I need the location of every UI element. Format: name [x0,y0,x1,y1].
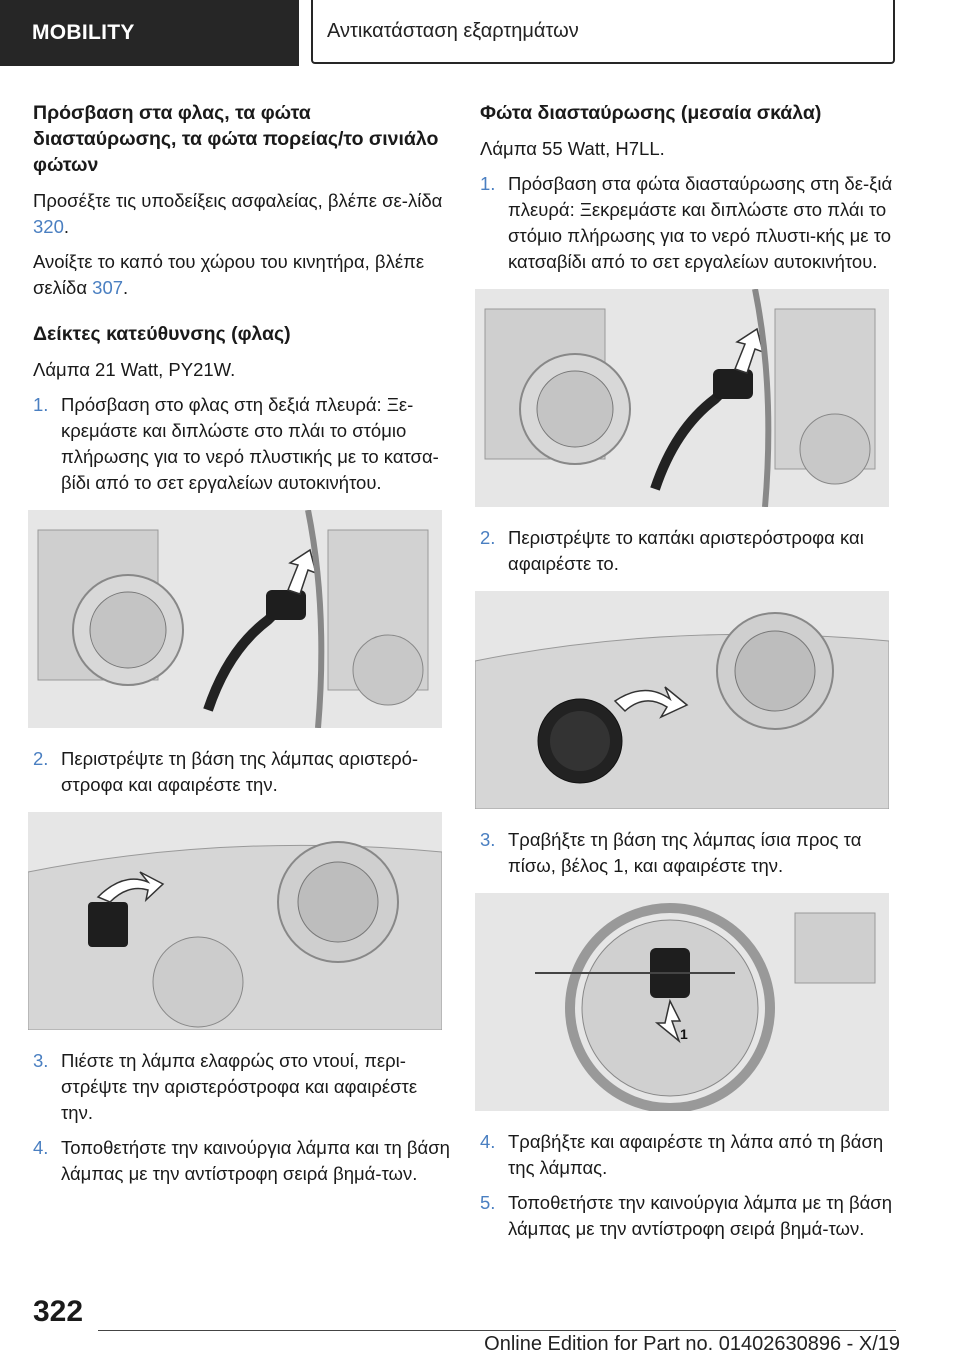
page-number: 322 [33,1295,84,1328]
arrow-callout-number: 1 [680,1026,688,1042]
step-number: 4. [480,1131,496,1152]
step-text: Τοποθετήστε την καινούργια λάμπα με τη βάση λάμπας με την αντίστροφη σειρά βημά-των. [508,1192,893,1239]
right-step-1 [480,171,898,275]
left-step-4 [33,1135,451,1187]
step-number: 1. [480,173,496,194]
chapter-tab: Αντικατάσταση εξαρτημάτων [311,0,895,64]
engine-bay-illustration-2 [475,289,889,507]
step-number: 1. [33,394,49,415]
step-number: 5. [480,1192,496,1213]
turn-signal-lamp: Λάμπα 21 Watt, PY21W. [33,359,236,380]
left-step-1 [33,392,451,496]
headlight-rear-illustration-1 [28,812,442,1030]
right-step-2 [480,525,898,577]
safety-text: Προσέξτε τις υποδείξεις ασφαλείας, βλέπε σε-λίδα [33,190,443,211]
safety-paragraph: Προσέξτε τις υποδείξεις ασφαλείας, βλέπε σε-λίδα 320. [33,190,443,237]
step-text: Τραβήξτε και αφαιρέστε τη λάπα από τη βάση της λάμπας. [508,1131,884,1178]
headlight-socket-illustration [475,893,889,1111]
low-beam-lamp: Λάμπα 55 Watt, H7LL. [480,138,665,159]
section-tab: MOBILITY [0,0,299,66]
hood-text: Ανοίξτε το καπό του χώρου του κινητήρα, βλέπε σελίδα [33,251,425,298]
step-text: Τραβήξτε τη βάση της λάμπας ίσια προς τα πίσω, βέλος 1, και αφαιρέστε την. [508,829,862,876]
step-number: 3. [480,829,496,850]
headlight-cap-illustration [475,591,889,809]
left-column [33,100,451,1196]
right-column [480,100,898,1251]
edition-text: Online Edition for Part no. 01402630896 - X/19 [484,1333,900,1355]
step-text: Περιστρέψτε το καπάκι αριστερόστροφα και αφαιρέστε το. [508,527,864,574]
engine-bay-illustration-1 [28,510,442,728]
step-text: Πιέστε τη λάμπα ελαφρώς στο ντουί, περι-στρέψτε την αριστερόστροφα και αφαιρέστε την. [61,1050,418,1123]
right-step-4 [480,1129,898,1181]
hood-paragraph: Ανοίξτε το καπό του χώρου του κινητήρα, βλέπε σελίδα 307. [33,251,425,298]
right-step-5 [480,1190,898,1242]
step-number: 3. [33,1050,49,1071]
left-step-2 [33,746,451,798]
right-step-3 [480,827,898,879]
low-beam-heading: Φώτα διασταύρωσης (μεσαία σκάλα) [480,102,822,124]
step-text: Περιστρέψτε τη βάση της λάμπας αριστερό-στροφα και αφαιρέστε την. [61,748,419,795]
step-text: Πρόσβαση στο φλας στη δεξιά πλευρά: Ξε-κρεμάστε και διπλώστε στο πλάι το στόμιο πλήρωσης για το νερό πλυστικής με το κατσα-βίδι από το σετ εργαλείων αυτοκινήτου. [61,394,439,493]
page-header [0,0,960,66]
footer-divider [98,1330,896,1331]
safety-page-link[interactable]: 320 [33,216,64,237]
access-heading: Πρόσβαση στα φλας, τα φώτα διασταύρωσης, τα φώτα πορείας/το σινιάλο φώτων [33,102,439,176]
step-number: 2. [480,527,496,548]
turn-signal-heading: Δείκτες κατεύθυνσης (φλας) [33,323,291,345]
step-number: 4. [33,1137,49,1158]
step-number: 2. [33,748,49,769]
left-step-3 [33,1048,451,1126]
step-text: Τοποθετήστε την καινούργια λάμπα και τη βάση λάμπας με την αντίστροφη σειρά βημά-των. [61,1137,450,1184]
step-text: Πρόσβαση στα φώτα διασταύρωσης στη δε-ξιά πλευρά: Ξεκρεμάστε και διπλώστε στο πλάι το στόμιο πλήρωσης για το νερό πλυστι-κής με το κατσαβίδι από το σετ εργαλείων αυτοκινήτου. [508,173,893,272]
hood-page-link[interactable]: 307 [92,277,124,298]
